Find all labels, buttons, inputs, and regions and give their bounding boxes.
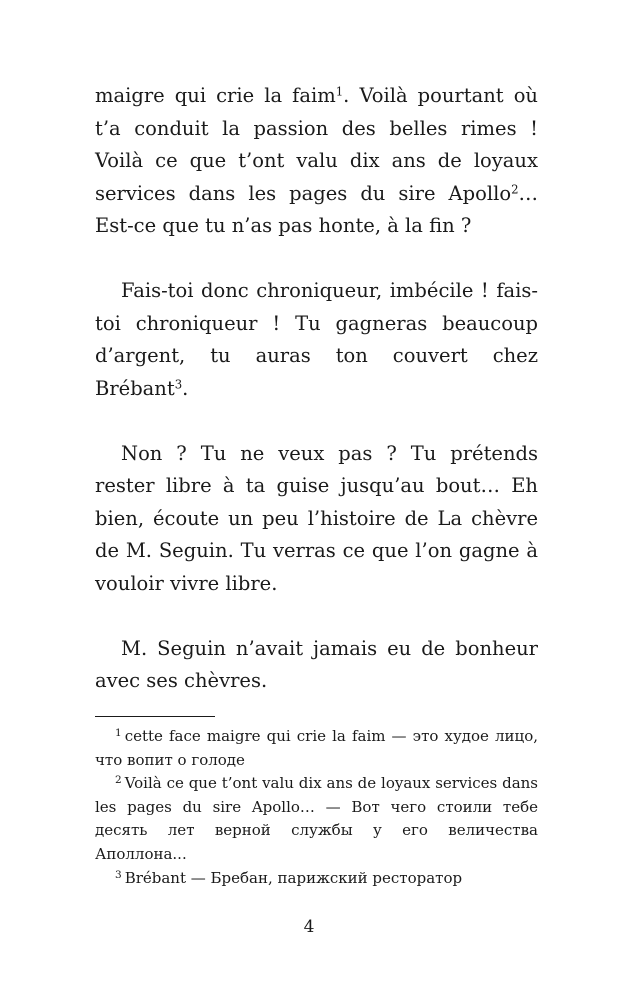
paragraph-1-part-2: . Voilà pourtant où t’a conduit la passion des belles rimes ! Voilà ce que t’ont valu dix ans de loyaux services dans les pages du sire Apollo: [95, 84, 538, 205]
footnote-separator: [95, 716, 215, 717]
paragraph-2-part-2: .: [182, 376, 189, 400]
paragraph-2: [95, 275, 538, 405]
footnote-3-mark: 3: [115, 868, 122, 881]
footnote-2-text: Voilà ce que t’ont valu dix ans de loyaux services dans les pages du sire Apollo… — Вот чего стоили тебе десять лет верной службы у его величества Аполлона...: [95, 774, 538, 863]
footnotes: [95, 725, 538, 890]
paragraph-1: [95, 80, 538, 243]
page-number: 4: [303, 917, 315, 937]
paragraph-1-part-3: … Est-ce que tu n’as pas honte, à la fin ?: [95, 181, 538, 237]
paragraph-4: M. Seguin n’avait jamais eu de bonheur avec ses chèvres.: [95, 636, 538, 692]
footnote-1-mark: 1: [115, 727, 122, 740]
paragraph-1-part-1: maigre qui crie la faim: [95, 84, 336, 107]
footnote-2: [95, 772, 538, 866]
paragraph-3: Non ? Tu ne veux pas ? Tu prétends rester libre à ta guise jusqu’au bout… Eh bien, écoute un peu l’histoire de La chèvre de M. Seguin. Tu verras ce que l’on gagne à vouloir vivre libre.: [95, 441, 538, 595]
footnote-2-mark: 2: [115, 774, 122, 787]
paragraph-2-part-1: Fais-toi donc chroniqueur, imbécile ! fais-toi chroniqueur ! Tu gagneras beaucoup d’argent, tu auras ton couvert chez Brébant: [95, 279, 538, 400]
footnote-3: [95, 867, 538, 891]
footnote-3-text: Brébant — Бребан, парижский ресторатор: [124, 868, 463, 887]
footnote-ref-2: 2: [511, 182, 519, 197]
footnote-1: [95, 725, 538, 772]
main-text: [95, 80, 538, 698]
footnote-1-text: cette face maigre qui crie la faim — это худое лицо, что вопит о голоде: [95, 727, 538, 769]
footnote-ref-3: 3: [174, 377, 183, 392]
footnote-ref-1: 1: [335, 84, 344, 99]
